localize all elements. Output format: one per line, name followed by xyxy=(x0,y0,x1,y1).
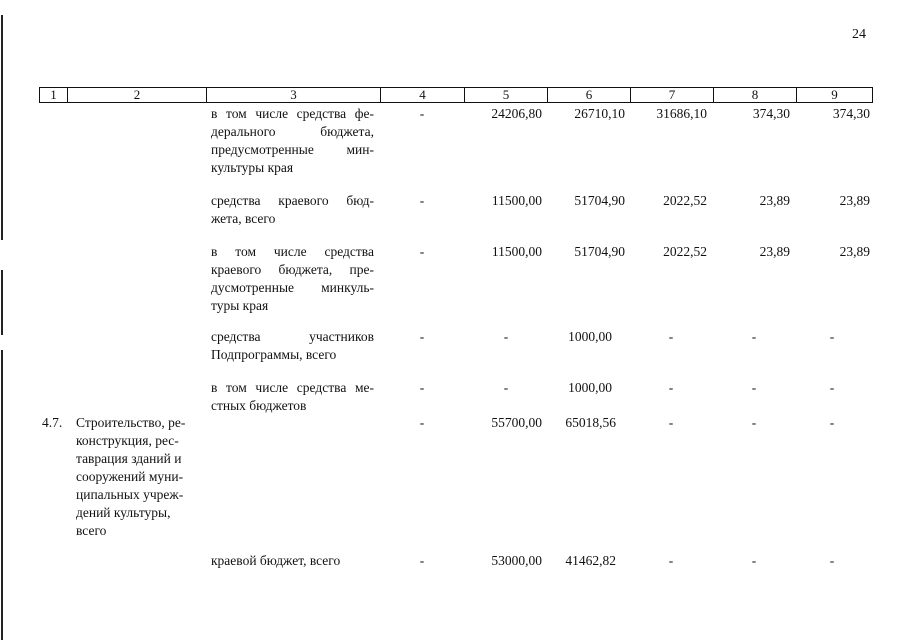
title-line: сооружений муни- xyxy=(76,469,184,484)
column-header-1: 1 xyxy=(39,87,68,103)
cell-col9: - xyxy=(829,329,835,344)
description-line: туры края xyxy=(211,298,269,313)
row-description xyxy=(211,192,374,228)
title-line: ципальных учреж- xyxy=(76,487,184,502)
scan-edge-line xyxy=(1,15,3,240)
cell-col7: 31686,10 xyxy=(656,106,707,121)
row-description xyxy=(211,379,374,415)
cell-col5: - xyxy=(503,329,509,344)
cell-col8: - xyxy=(751,329,757,344)
description-line: краевой бюджет, всего xyxy=(211,553,341,568)
column-header-8: 8 xyxy=(713,87,797,103)
row-title xyxy=(76,414,201,540)
cell-col4: - xyxy=(419,193,425,208)
description-line: культуры края xyxy=(211,160,294,175)
cell-col7: 2022,52 xyxy=(663,193,707,208)
cell-col6: 26710,10 xyxy=(574,106,625,121)
description-line: предусмотренные мин- xyxy=(211,142,374,157)
title-line: конструкция, рес- xyxy=(76,433,179,448)
cell-col4: - xyxy=(419,553,425,568)
cell-col6: 1000,00 xyxy=(568,380,612,395)
column-header-2: 2 xyxy=(67,87,207,103)
cell-col6: 1000,00 xyxy=(568,329,612,344)
cell-col8: 23,89 xyxy=(759,193,790,208)
cell-col7: - xyxy=(668,553,674,568)
cell-col7: - xyxy=(668,415,674,430)
description-line: Подпрограммы, всего xyxy=(211,347,337,362)
description-line: дусмотренные минкуль- xyxy=(211,280,374,295)
description-line: стных бюджетов xyxy=(211,398,307,413)
cell-col6: 51704,90 xyxy=(574,244,625,259)
column-header-9: 9 xyxy=(796,87,873,103)
cell-col6: 51704,90 xyxy=(574,193,625,208)
description-line: средства участников xyxy=(211,329,374,344)
cell-col8: - xyxy=(751,415,757,430)
cell-col9: 23,89 xyxy=(839,193,870,208)
cell-col9: - xyxy=(829,415,835,430)
row-description xyxy=(211,243,374,315)
column-header-6: 6 xyxy=(547,87,631,103)
description-line: в том числе средства xyxy=(211,244,374,259)
cell-col6: 65018,56 xyxy=(565,415,616,430)
cell-col4: - xyxy=(419,380,425,395)
cell-col4: - xyxy=(419,244,425,259)
scan-edge-line xyxy=(1,270,3,335)
column-header-3: 3 xyxy=(206,87,381,103)
cell-col7: 2022,52 xyxy=(663,244,707,259)
description-line: средства краевого бюд- xyxy=(211,193,374,208)
cell-col9: 374,30 xyxy=(832,106,870,121)
cell-col4: - xyxy=(419,415,425,430)
description-line: дерального бюджета, xyxy=(211,124,374,139)
description-line: в том числе средства ме- xyxy=(211,380,374,395)
description-line: жета, всего xyxy=(211,211,276,226)
cell-col5: - xyxy=(503,380,509,395)
cell-col5: 24206,80 xyxy=(491,106,542,121)
description-line: краевого бюджета, пре- xyxy=(211,262,374,277)
title-line: дений культуры, xyxy=(76,505,171,520)
cell-col7: - xyxy=(668,380,674,395)
scan-edge-line xyxy=(1,350,3,640)
row-description xyxy=(211,105,374,177)
title-line: таврация зданий и xyxy=(76,451,182,466)
row-description xyxy=(211,328,374,364)
column-header-7: 7 xyxy=(630,87,714,103)
page-number: 24 xyxy=(852,27,866,42)
cell-col6: 41462,82 xyxy=(565,553,616,568)
title-line: всего xyxy=(76,523,107,538)
cell-col9: - xyxy=(829,380,835,395)
title-line: Строительство, ре- xyxy=(76,415,186,430)
description-line: в том числе средства фе- xyxy=(211,106,374,121)
cell-col9: 23,89 xyxy=(839,244,870,259)
cell-col8: - xyxy=(751,380,757,395)
cell-col8: - xyxy=(751,553,757,568)
cell-col5: 11500,00 xyxy=(491,244,542,259)
column-header-4: 4 xyxy=(380,87,465,103)
cell-col9: - xyxy=(829,553,835,568)
cell-col4: - xyxy=(419,106,425,121)
cell-col5: 11500,00 xyxy=(491,193,542,208)
cell-col4: - xyxy=(419,329,425,344)
cell-col8: 374,30 xyxy=(752,106,790,121)
cell-col5: 55700,00 xyxy=(491,415,542,430)
cell-col5: 53000,00 xyxy=(491,553,542,568)
row-number: 4.7. xyxy=(42,415,63,430)
row-description xyxy=(211,552,374,570)
column-header-5: 5 xyxy=(464,87,548,103)
cell-col8: 23,89 xyxy=(759,244,790,259)
cell-col7: - xyxy=(668,329,674,344)
